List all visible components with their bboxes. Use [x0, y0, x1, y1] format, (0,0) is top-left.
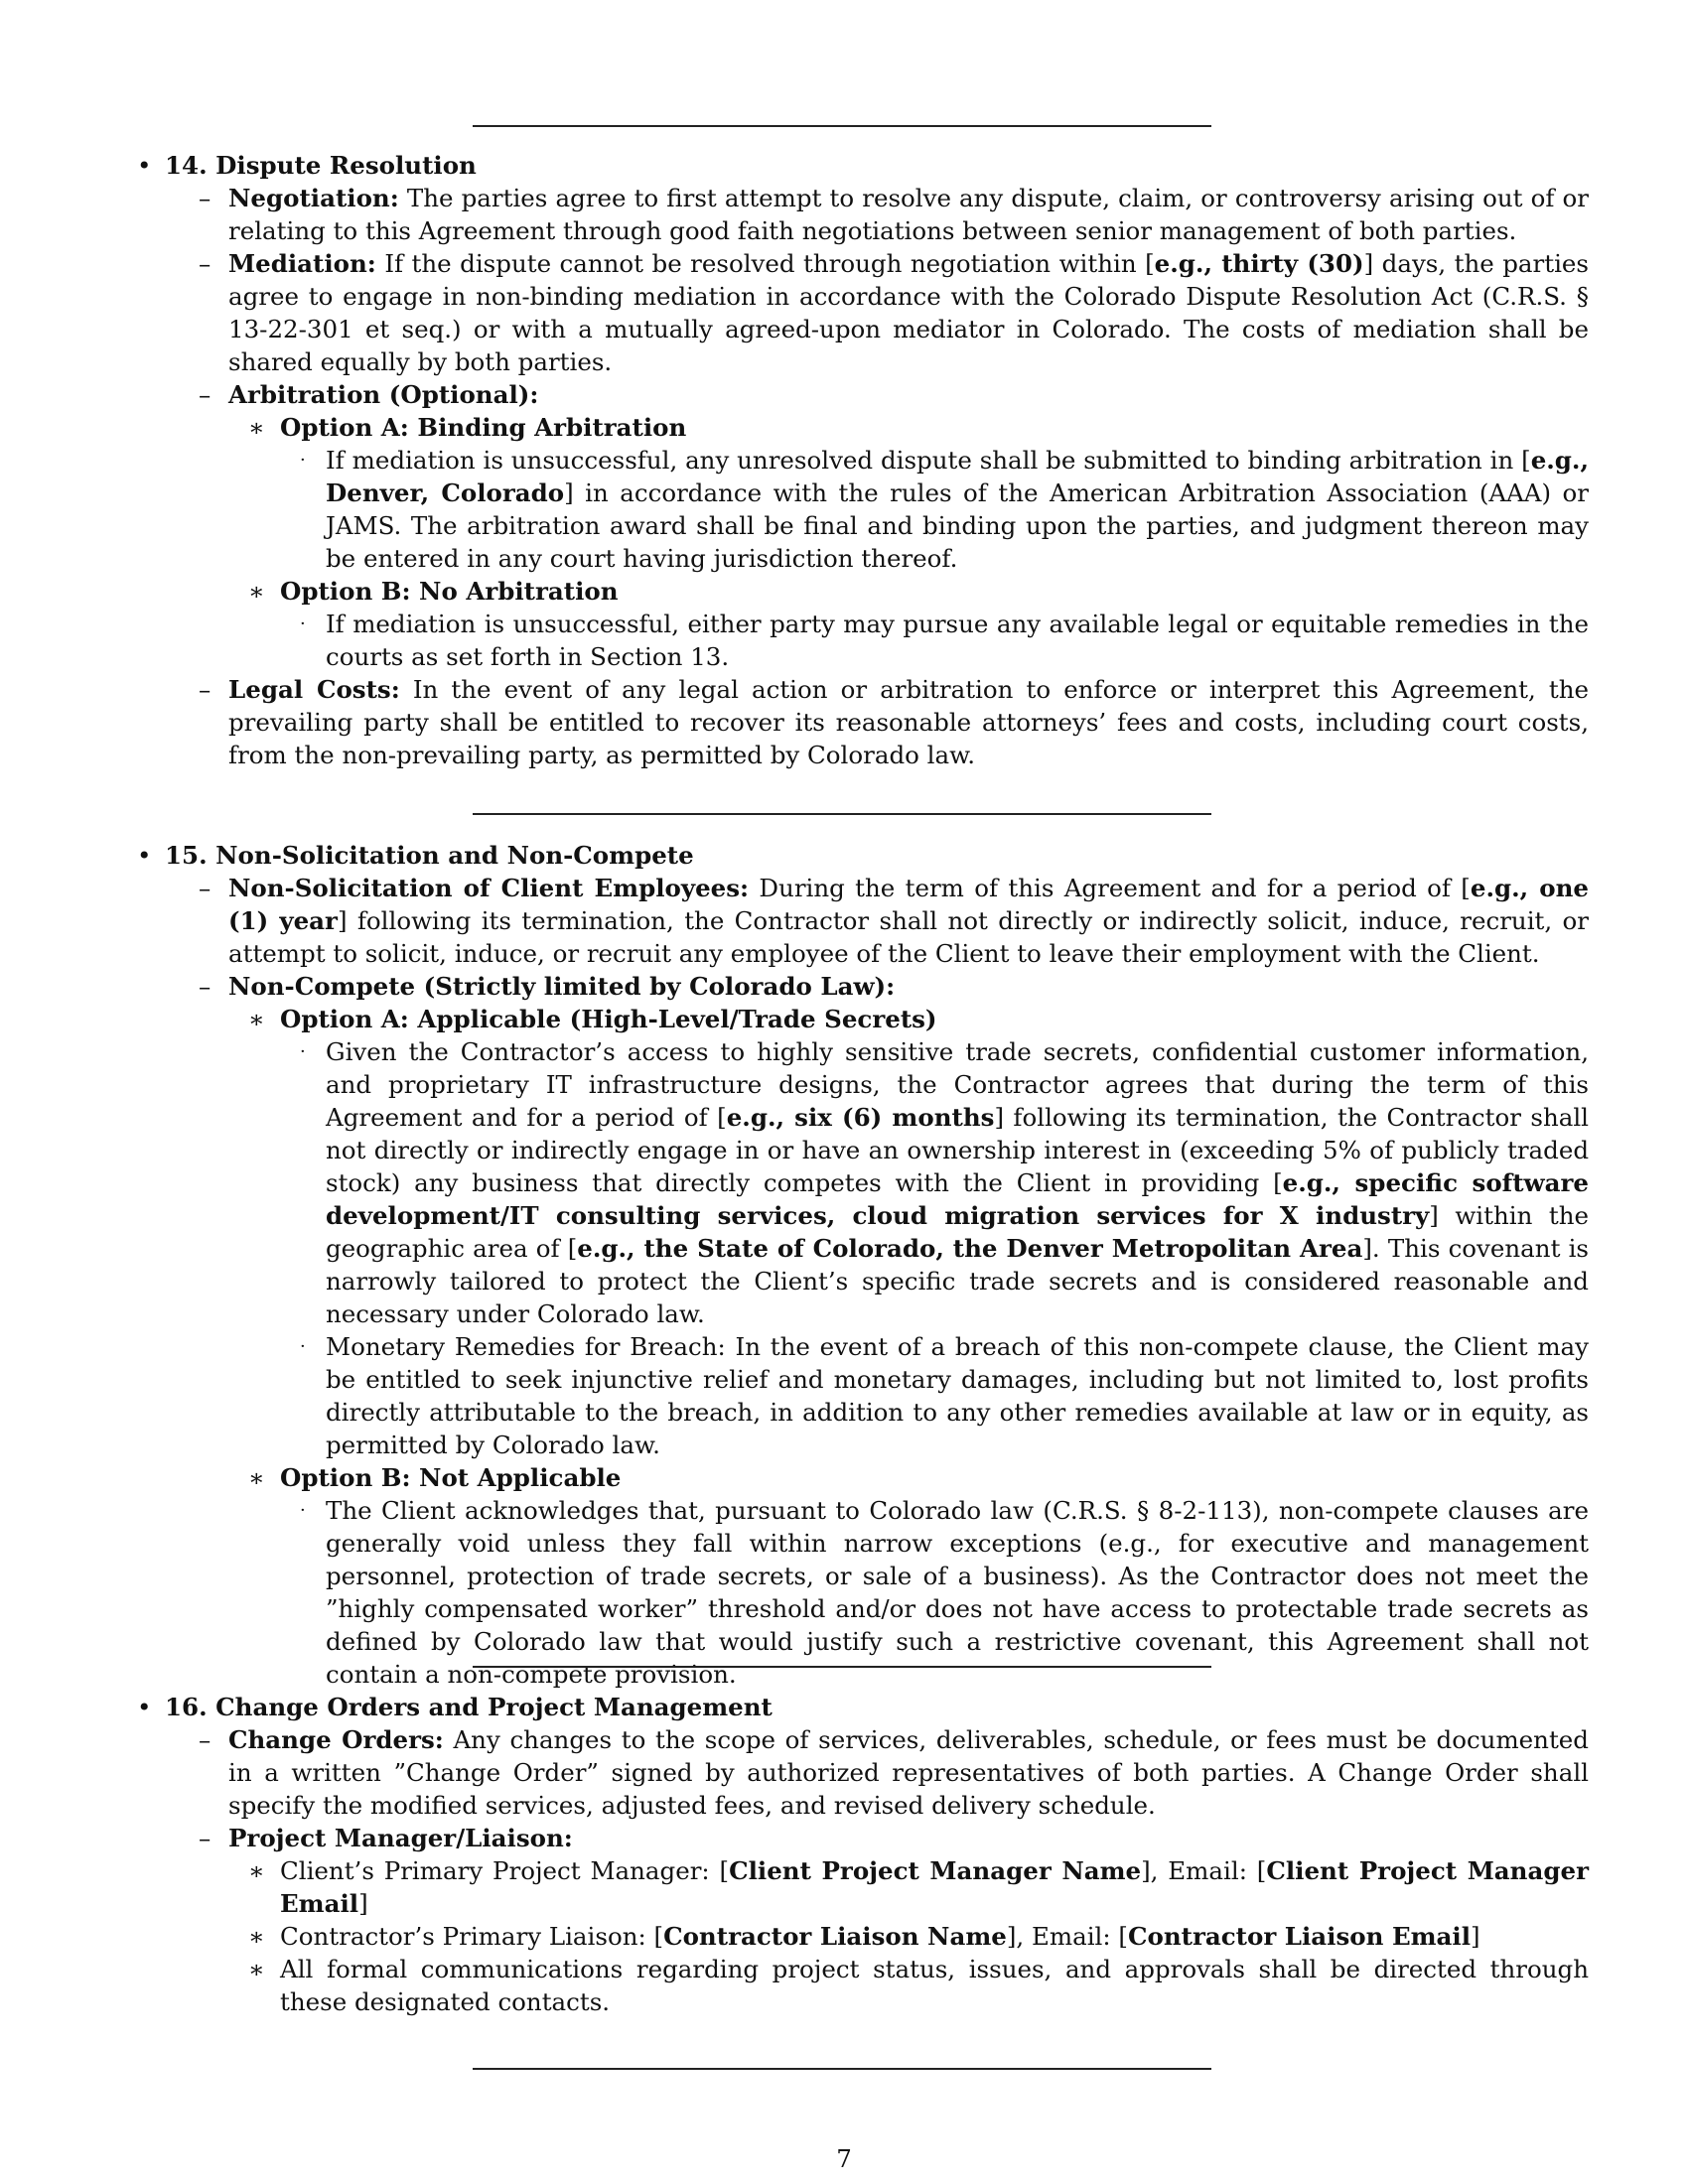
asterisk-icon: ∗: [248, 413, 265, 442]
dash-icon: –: [199, 972, 211, 1001]
placeholder-text: Client Project Manager Email: [280, 1856, 1590, 1918]
dash-icon: –: [199, 1725, 211, 1754]
placeholder-text: e.g., specific software development/IT consulting services, cloud migration services for X industry: [326, 1168, 1589, 1230]
clause-text: If mediation is unsuccessful, any unresolved dispute shall be submitted to binding arbitration in [: [326, 446, 1531, 475]
asterisk-icon: ∗: [248, 1922, 265, 1951]
section-heading-item: [135, 149, 1589, 182]
option-item: [135, 1461, 1589, 1494]
clause-text: ]: [358, 1889, 368, 1918]
asterisk-icon: ∗: [248, 1005, 265, 1033]
placeholder-text: e.g., Denver, Colorado: [326, 446, 1589, 507]
placeholder-text: e.g., the State of Colorado, the Denver Metropolitan Area: [577, 1234, 1363, 1263]
option-item: [135, 411, 1589, 444]
clause-project-manager: [135, 1822, 1589, 1854]
clause-text: ] following its termination, the Contractor shall not directly or indirectly solicit, induce, recruit, or attempt to solicit, induce, or recruit any employee of the Client to leave their employment with the Client.: [228, 906, 1589, 968]
clause-text: The parties agree to first attempt to resolve any dispute, claim, or controversy arising out of or relating to this Agreement through good faith negotiations between senior management of both parties.: [228, 184, 1589, 245]
clause-label: Negotiation:: [228, 184, 399, 212]
clause-text: If mediation is unsuccessful, either party may pursue any available legal or equitable remedies in the courts as set forth in Section 13.: [326, 610, 1589, 671]
option-item: [135, 575, 1589, 608]
clause-legal-costs: [135, 673, 1589, 771]
bullet-icon: •: [137, 151, 152, 180]
contact-item: [135, 1854, 1589, 1920]
option-label: Option B: Not Applicable: [280, 1463, 622, 1492]
clause-negotiation: [135, 182, 1589, 247]
section-heading: 14. Dispute Resolution: [165, 151, 477, 180]
clause-label: Project Manager/Liaison:: [228, 1824, 573, 1852]
clause-text: During the term of this Agreement and for a period of [: [749, 874, 1471, 902]
clause-text: ], Email: [: [1006, 1922, 1128, 1951]
clause-text: ] days, the parties agree to engage in non-binding mediation in accordance with the Colorado Dispute Resolution Act (C.R.S. § 13-22-301 et seq.) or with a mutually agreed-upon mediator in Colorado. The costs of mediation shall be shared equally by both parties.: [228, 249, 1589, 376]
option-detail: [135, 608, 1589, 673]
clause-label: Non-Solicitation of Client Employees:: [228, 874, 750, 902]
placeholder-text: e.g., six (6) months: [726, 1103, 995, 1132]
dot-icon: ·: [300, 1336, 306, 1357]
clause-text: ] following its termination, the Contractor shall not directly or indirectly engage in or have an ownership interest in (exceeding 5% of publicly traded stock) any business that directly competes with the Client in providing [: [326, 1103, 1589, 1197]
section-divider: [473, 813, 1211, 815]
dash-icon: –: [199, 184, 211, 212]
clause-text: ]: [1471, 1922, 1480, 1951]
option-detail: [135, 1494, 1589, 1691]
dash-icon: –: [199, 249, 211, 278]
clause-label: Non-Compete (Strictly limited by Colorado Law):: [228, 972, 896, 1001]
dash-icon: –: [199, 380, 211, 409]
option-detail: [135, 1330, 1589, 1461]
clause-text: ], Email: [: [1141, 1856, 1267, 1885]
page-number: 7: [836, 2144, 852, 2173]
placeholder-text: e.g., one (1) year: [228, 874, 1589, 935]
clause-text: ] in accordance with the rules of the American Arbitration Association (AAA) or JAMS. The arbitration award shall be final and binding upon the parties, and judgment thereon may be entered in any court having jurisdiction thereof.: [326, 478, 1589, 573]
clause-mediation: [135, 247, 1589, 378]
contact-item: [135, 1953, 1589, 2018]
option-label: Option A: Applicable (High-Level/Trade Secrets): [280, 1005, 937, 1033]
clause-label: Legal Costs:: [228, 675, 400, 704]
dash-icon: –: [199, 874, 211, 902]
dot-icon: ·: [300, 614, 306, 634]
clause-label: Arbitration (Optional):: [228, 380, 539, 409]
section-divider: [473, 1666, 1211, 1668]
dash-icon: –: [199, 1824, 211, 1852]
section-14: [135, 149, 1589, 771]
clause-text: ] within the geographic area of [: [326, 1201, 1589, 1263]
dot-icon: ·: [300, 1500, 306, 1521]
section-divider: [473, 2068, 1211, 2070]
placeholder-text: Contractor Liaison Name: [663, 1922, 1007, 1951]
dash-icon: –: [199, 675, 211, 704]
clause-label: Change Orders:: [228, 1725, 444, 1754]
option-detail: [135, 444, 1589, 575]
contact-item: [135, 1920, 1589, 1953]
asterisk-icon: ∗: [248, 1463, 265, 1492]
section-15: [135, 839, 1589, 1691]
clause-change-orders: [135, 1723, 1589, 1822]
clause-text: Contractor’s Primary Liaison: [: [280, 1922, 664, 1951]
clause-text: Monetary Remedies for Breach: In the event of a breach of this non-compete clause, the Client may be entitled to seek injunctive relief and monetary damages, including but not limited to, lost profits directly attributable to the breach, in addition to any other remedies available at law or in equity, as permitted by Colorado law.: [326, 1332, 1589, 1459]
clause-text: Any changes to the scope of services, deliverables, schedule, or fees must be documented in a written ”Change Order” signed by authorized representatives of both parties. A Change Order shall specify the modified services, adjusted fees, and revised delivery schedule.: [228, 1725, 1589, 1820]
clause-label: Mediation:: [228, 249, 376, 278]
section-heading-item: [135, 1691, 1589, 1723]
section-16: [135, 1691, 1589, 2018]
option-detail: [135, 1035, 1589, 1330]
bullet-icon: •: [137, 841, 152, 870]
clause-text: The Client acknowledges that, pursuant to Colorado law (C.R.S. § 8-2-113), non-compete clauses are generally void unless they fall within narrow exceptions (e.g., for executive and management personnel, protection of trade secrets, or sale of a business). As the Contractor does not meet the ”highly compensated worker” threshold and/or does not have access to protectable trade secrets as defined by Colorado law that would justify such a restrictive covenant, this Agreement shall not contain a non-compete provision.: [326, 1496, 1589, 1689]
section-divider: [473, 125, 1211, 127]
clause-text: All formal communications regarding project status, issues, and approvals shall be directed through these designated contacts.: [280, 1955, 1589, 2016]
asterisk-icon: ∗: [248, 577, 265, 606]
clause-arbitration: [135, 378, 1589, 411]
option-label: Option B: No Arbitration: [280, 577, 619, 606]
clause-text: Client’s Primary Project Manager: [: [280, 1856, 730, 1885]
placeholder-text: e.g., thirty (30): [1154, 249, 1364, 278]
dot-icon: ·: [300, 1041, 306, 1062]
clause-text: If the dispute cannot be resolved through negotiation within [: [375, 249, 1155, 278]
placeholder-text: Contractor Liaison Email: [1127, 1922, 1472, 1951]
section-heading-item: [135, 839, 1589, 872]
dot-icon: ·: [300, 450, 306, 471]
clause-text: Given the Contractor’s access to highly sensitive trade secrets, confidential customer information, and proprietary IT infrastructure designs, the Contractor agrees that during the term of this Agreement and for a period of [: [326, 1037, 1589, 1132]
placeholder-text: Client Project Manager Name: [729, 1856, 1142, 1885]
clause-text: In the event of any legal action or arbitration to enforce or interpret this Agreement, the prevailing party shall be entitled to recover its reasonable attorneys’ fees and costs, including court costs, from the non-prevailing party, as permitted by Colorado law.: [228, 675, 1590, 769]
asterisk-icon: ∗: [248, 1856, 265, 1885]
section-heading: 16. Change Orders and Project Management: [165, 1693, 773, 1721]
clause-non-solicitation: [135, 872, 1589, 970]
option-label: Option A: Binding Arbitration: [280, 413, 687, 442]
clause-text: ]. This covenant is narrowly tailored to protect the Client’s specific trade secrets and is considered reasonable and necessary under Colorado law.: [326, 1234, 1589, 1328]
bullet-icon: •: [137, 1693, 152, 1721]
clause-non-compete: [135, 970, 1589, 1003]
option-item: [135, 1003, 1589, 1035]
asterisk-icon: ∗: [248, 1955, 265, 1983]
section-heading: 15. Non-Solicitation and Non-Compete: [165, 841, 694, 870]
